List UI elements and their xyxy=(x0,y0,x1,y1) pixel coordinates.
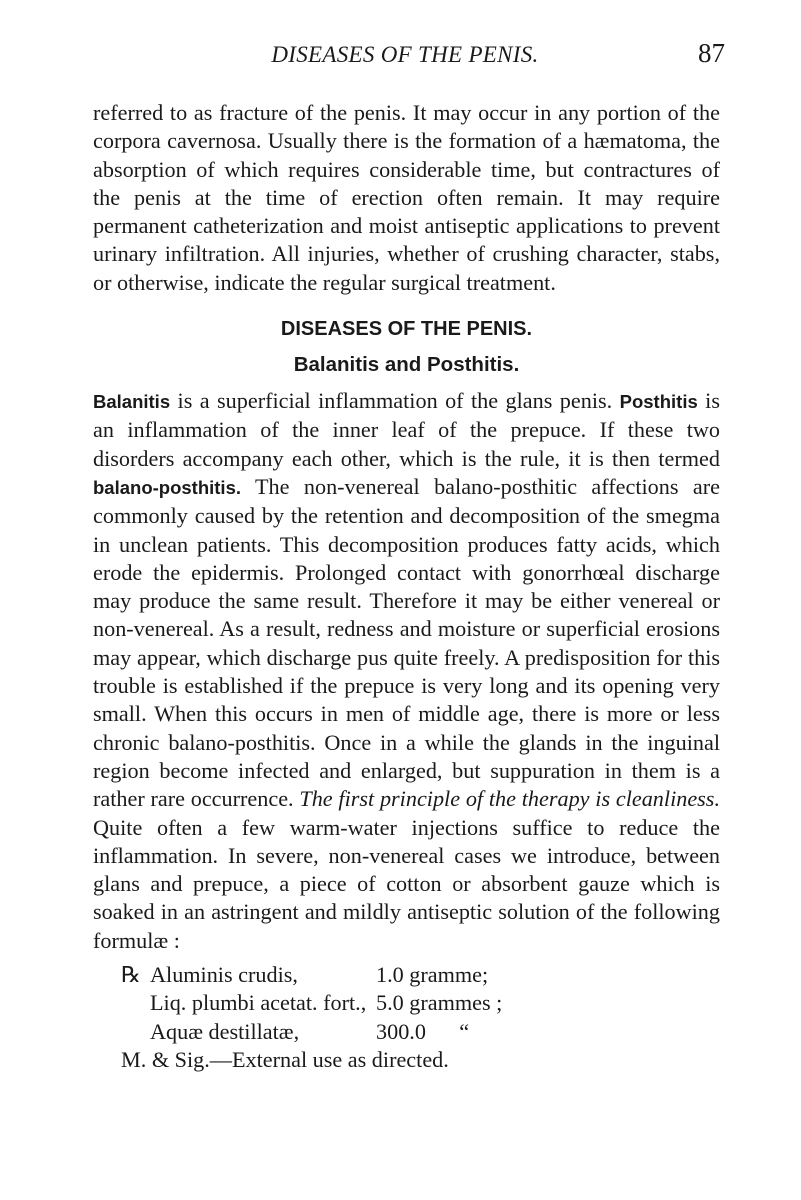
prescription-row xyxy=(93,989,720,1017)
page-body xyxy=(93,99,720,1074)
subsection-title: Balanitis and Posthitis. xyxy=(293,353,520,377)
text-segment: The non-venereal balano-posthitic affections are commonly caused by the retention and decomposition of the smegma in unclean patients. This decomposition produces fatty acids, which erode the epidermis. Prolonged contact with gonorrhœal discharge may produce the same result. Therefore it may be either venereal or non-venereal. As a result, redness and moisture or superficial erosions may appear, which discharge pus quite freely. A predisposition for this trouble is established if the prepuce is very long and its opening very small. When this occurs in men of middle age, there is more or less chronic balano-posthitis. Once in a while the glands in the inguinal region become infected and enlarged, but suppuration in them is a rather rare occurrence. xyxy=(93,473,720,812)
running-title: DISEASES OF THE PENIS. xyxy=(271,42,539,67)
term-balano-posthitis: balano-posthitis. xyxy=(93,476,241,498)
page-number: 87 xyxy=(698,38,725,68)
term-balanitis: Balanitis xyxy=(93,391,171,413)
section-title: DISEASES OF THE PENIS. xyxy=(280,318,533,341)
prescription-row xyxy=(93,1018,720,1046)
text-segment: is a superficial inflammation of the glans penis. xyxy=(170,388,620,414)
text-segment: is an inflammation of the inner leaf of the prepuce. If these two disorders accompany each other, which is the rule, it is then termed xyxy=(93,388,720,471)
emphasis-therapy-principle: The first principle of the therapy is cleanliness. xyxy=(299,786,720,812)
prescription-signa xyxy=(93,1046,720,1074)
amount: 300.0 “ xyxy=(376,1018,470,1044)
prescription xyxy=(93,961,720,1074)
main-paragraph xyxy=(93,387,720,955)
running-head xyxy=(90,38,725,80)
intro-paragraph: referred to as fracture of the penis. It may occur in any portion of the corpora cavernosa. Usually there is the formation of a hæmatoma, the absorption of which requires considerable time, but contractures of the penis at the time of erection often remain. It may require permanent catheterization and moist antiseptic applications to prevent urinary infiltration. All injuries, whether of crushing character, stabs, or otherwise, indicate the regular surgical treatment. xyxy=(93,100,720,295)
ingredient: Aquæ destillatæ, xyxy=(150,1018,300,1044)
ingredient: Liq. plumbi acetat. fort., xyxy=(150,990,367,1016)
amount: 1.0 gramme; xyxy=(376,962,489,988)
signa-text: M. & Sig.—External use as directed. xyxy=(121,1046,449,1072)
recipe-symbol: ℞ xyxy=(121,962,141,988)
term-posthitis: Posthitis xyxy=(619,391,698,413)
ingredient: Aluminis crudis, xyxy=(150,962,298,988)
text-segment: Quite often a few warm-water injections suffice to reduce the inflammation. In severe, non-venereal cases we introduce, between glans and prepuce, a piece of cotton or absorbent gauze which is soaked in an astringent and mildly antiseptic solution of the following formulæ : xyxy=(93,814,720,953)
amount: 5.0 grammes ; xyxy=(376,990,503,1016)
prescription-row xyxy=(93,961,720,989)
